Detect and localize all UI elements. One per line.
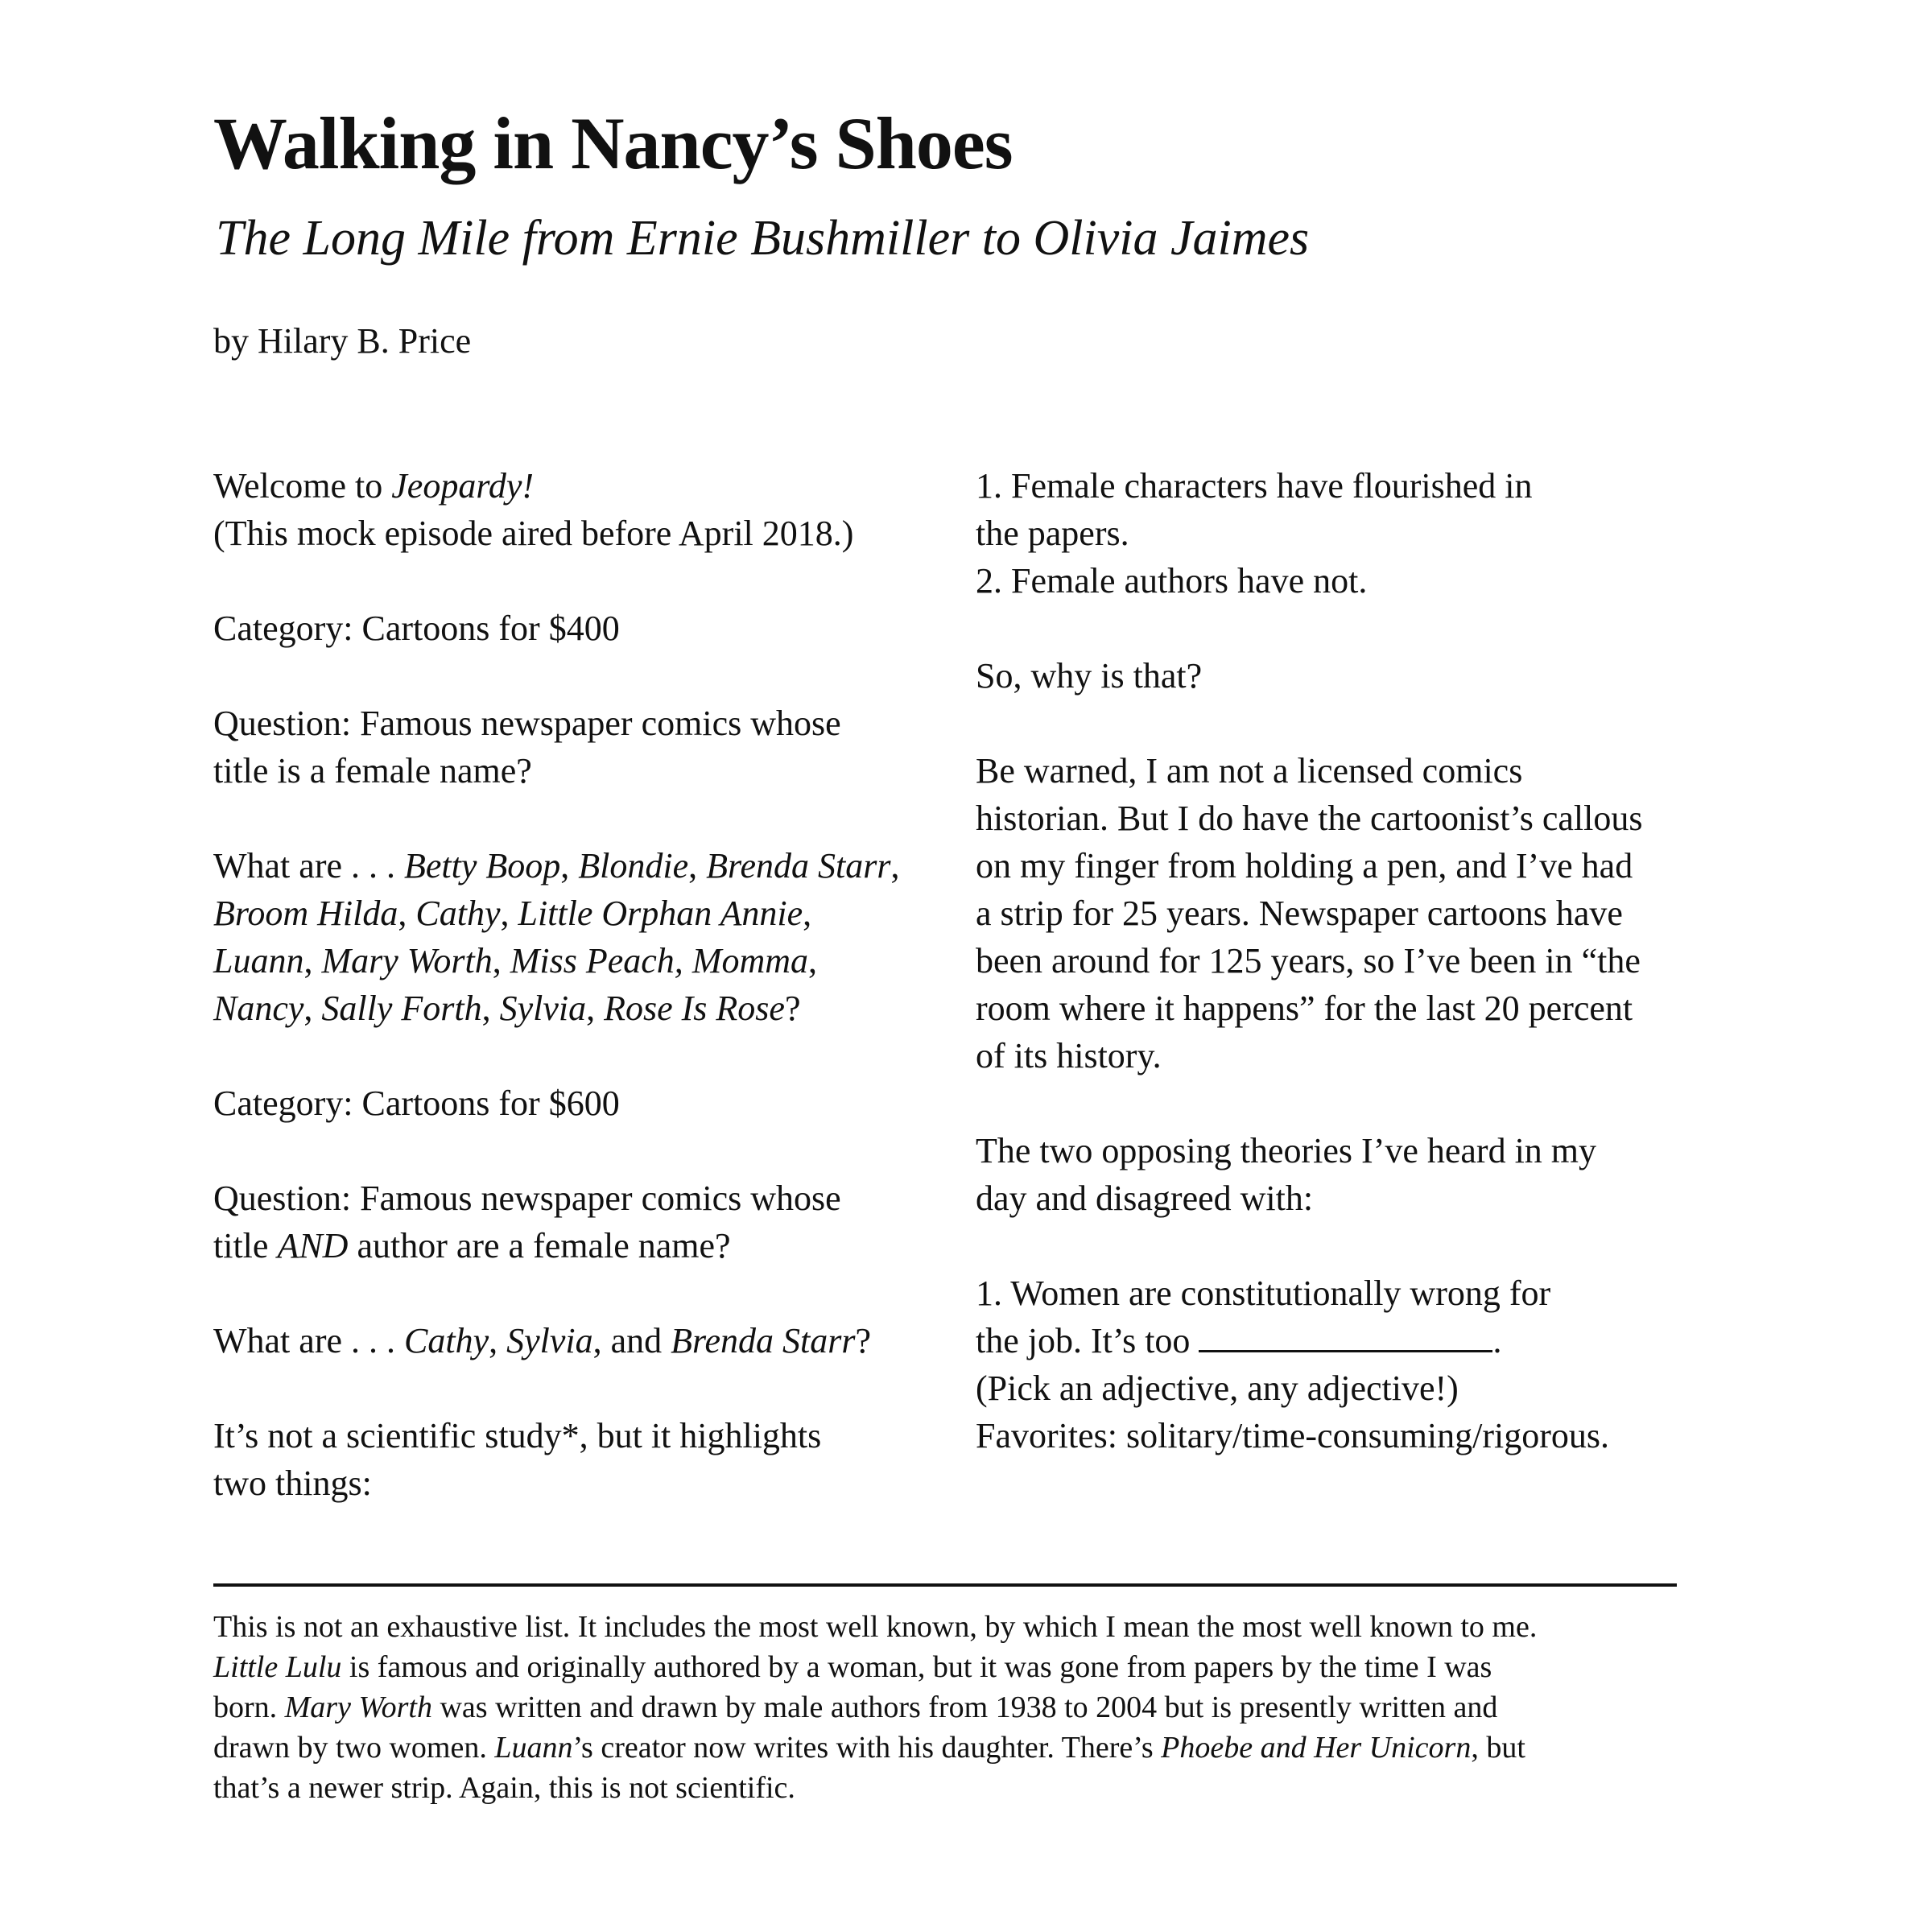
why-paragraph: So, why is that? <box>976 656 1203 696</box>
closing-line-1: It’s not a scientific study*, but it highlights <box>213 1416 822 1455</box>
theory-1-line-1: 1. Women are constitutionally wrong for <box>976 1274 1551 1313</box>
byline: by Hilary B. Price <box>213 321 472 361</box>
comic-title: Sylvia <box>506 1321 593 1360</box>
warning-line: on my finger from holding a pen, and I’ve had <box>976 846 1633 886</box>
comic-title: Little Orphan Annie <box>518 894 803 933</box>
warning-line: a strip for 25 years. Newspaper cartoons have <box>976 894 1623 933</box>
footnote-divider <box>213 1583 1677 1587</box>
closing-line-2: two things: <box>213 1463 372 1503</box>
comic-title: Nancy <box>213 989 304 1028</box>
comic-title: Broom Hilda <box>213 894 398 933</box>
footnote-text: drawn by two women. <box>213 1731 495 1765</box>
answer-2-and: and <box>610 1321 663 1360</box>
warning-line: room where it happens” for the last 20 percent <box>976 989 1633 1028</box>
aired-note: (This mock episode aired before April 2018.) <box>213 514 854 553</box>
comic-title: Momma <box>691 941 809 980</box>
question-1-line-2: title is a female name? <box>213 751 532 791</box>
answer-1-prefix: What are . . . <box>213 846 404 886</box>
theory-1-line-4: Favorites: solitary/time-consuming/rigorous. <box>976 1416 1610 1455</box>
footnote-line-5: that’s a newer strip. Again, this is not scientific. <box>213 1771 795 1805</box>
question-2-prefix: title <box>213 1226 278 1265</box>
footnote-line-2 <box>213 1647 1686 1687</box>
left-column <box>213 462 914 1507</box>
point-2: 2. Female authors have not. <box>976 561 1368 601</box>
right-column <box>976 462 1724 1459</box>
comic-title: Mary Worth <box>321 941 493 980</box>
answer-1 <box>213 842 914 1032</box>
theory-1-line-2 <box>976 1317 1724 1364</box>
question-2 <box>213 1174 914 1269</box>
comic-title: Miss Peach, <box>510 941 683 980</box>
answer-1-line-2: Broom Hilda, Cathy, Little Orphan Annie, <box>213 894 812 933</box>
question-2-line-1: Question: Famous newspaper comics whose <box>213 1179 841 1218</box>
comic-title: Luann <box>213 941 304 980</box>
footnote-text: born. <box>213 1690 285 1724</box>
comic-title: Cathy <box>404 1321 489 1360</box>
answer-1-line-1: What are . . . Betty Boop, Blondie, Brenda Starr, <box>213 846 900 886</box>
answer-1-line-3: Luann, Mary Worth, Miss Peach, Momma, <box>213 941 818 980</box>
theories-line-1: The two opposing theories I’ve heard in my <box>976 1131 1597 1170</box>
answer-1-line-4: Nancy, Sally Forth, Sylvia, Rose Is Rose? <box>213 989 801 1028</box>
answer-2-prefix: What are . . . <box>213 1321 404 1360</box>
answer-2 <box>213 1317 914 1364</box>
welcome-paragraph <box>213 462 914 557</box>
footnote-text: was written and drawn by male authors from 1938 to 2004 but is presently written and <box>431 1690 1498 1724</box>
question-1-line-1: Question: Famous newspaper comics whose <box>213 704 841 743</box>
comic-title: Sylvia <box>499 989 587 1028</box>
comic-title: Luann <box>494 1731 573 1765</box>
theory-1-suffix: . <box>1492 1321 1502 1360</box>
warning-paragraph <box>976 747 1724 1080</box>
comic-title: Little Lulu <box>213 1650 342 1684</box>
theories-paragraph <box>976 1127 1724 1222</box>
point-1-line-2: the papers. <box>976 514 1129 553</box>
comic-title: Brenda Starr <box>706 846 891 886</box>
question-1 <box>213 700 914 795</box>
footnote-line-4 <box>213 1728 1686 1768</box>
comic-title: Rose Is Rose <box>604 989 785 1028</box>
points-paragraph <box>976 462 1724 605</box>
footnote-text: is famous and originally authored by a woman, but it was gone from papers by the time I was <box>341 1650 1492 1684</box>
footnote-text: , but <box>1471 1731 1525 1765</box>
warning-line: been around for 125 years, so I’ve been in “the <box>976 941 1641 980</box>
theory-1-prefix: the job. It’s too <box>976 1321 1199 1360</box>
footnote-text: ’s creator now writes with his daughter. There’s <box>572 1731 1162 1765</box>
footnote-line-3 <box>213 1687 1686 1728</box>
closing-paragraph <box>213 1412 914 1507</box>
welcome-line <box>213 462 914 510</box>
footnote <box>213 1607 1686 1808</box>
theories-line-2: day and disagreed with: <box>976 1179 1314 1218</box>
question-2-line-2 <box>213 1222 914 1269</box>
comic-title: Blondie <box>578 846 689 886</box>
warning-line: of its history. <box>976 1036 1162 1075</box>
comic-title: Brenda Starr <box>671 1321 856 1360</box>
theory-1-paragraph <box>976 1269 1724 1459</box>
fill-in-blank <box>1199 1318 1492 1352</box>
comic-title: Phoebe and Her Unicorn <box>1161 1731 1472 1765</box>
article-title: Walking in Nancy’s Shoes <box>213 102 1013 184</box>
comic-title: Sally Forth <box>321 989 482 1028</box>
answer-2-line: What are . . . Cathy, Sylvia, and Brenda Starr? <box>213 1321 872 1360</box>
footnote-line-1: This is not an exhaustive list. It includes the most well known, by which I mean the most well known to me. <box>213 1610 1538 1644</box>
warning-line: Be warned, I am not a licensed comics <box>976 751 1523 791</box>
category-400: Category: Cartoons for $400 <box>213 609 620 648</box>
point-1-line-1: 1. Female characters have flourished in <box>976 466 1533 506</box>
article-subtitle: The Long Mile from Ernie Bushmiller to Olivia Jaimes <box>216 211 1310 266</box>
show-title: Jeopardy! <box>391 466 535 506</box>
comic-title: Betty Boop <box>404 846 561 886</box>
emphasis-and: AND <box>277 1226 349 1265</box>
category-600: Category: Cartoons for $600 <box>213 1084 620 1123</box>
question-2-suffix: author are a female name? <box>348 1226 731 1265</box>
theory-1-line-3: (Pick an adjective, any adjective!) <box>976 1368 1459 1408</box>
warning-line: historian. But I do have the cartoonist’s callous <box>976 799 1643 838</box>
comic-title: Cathy <box>415 894 501 933</box>
welcome-prefix: Welcome to <box>213 466 392 506</box>
comic-title: Mary Worth <box>284 1690 432 1724</box>
